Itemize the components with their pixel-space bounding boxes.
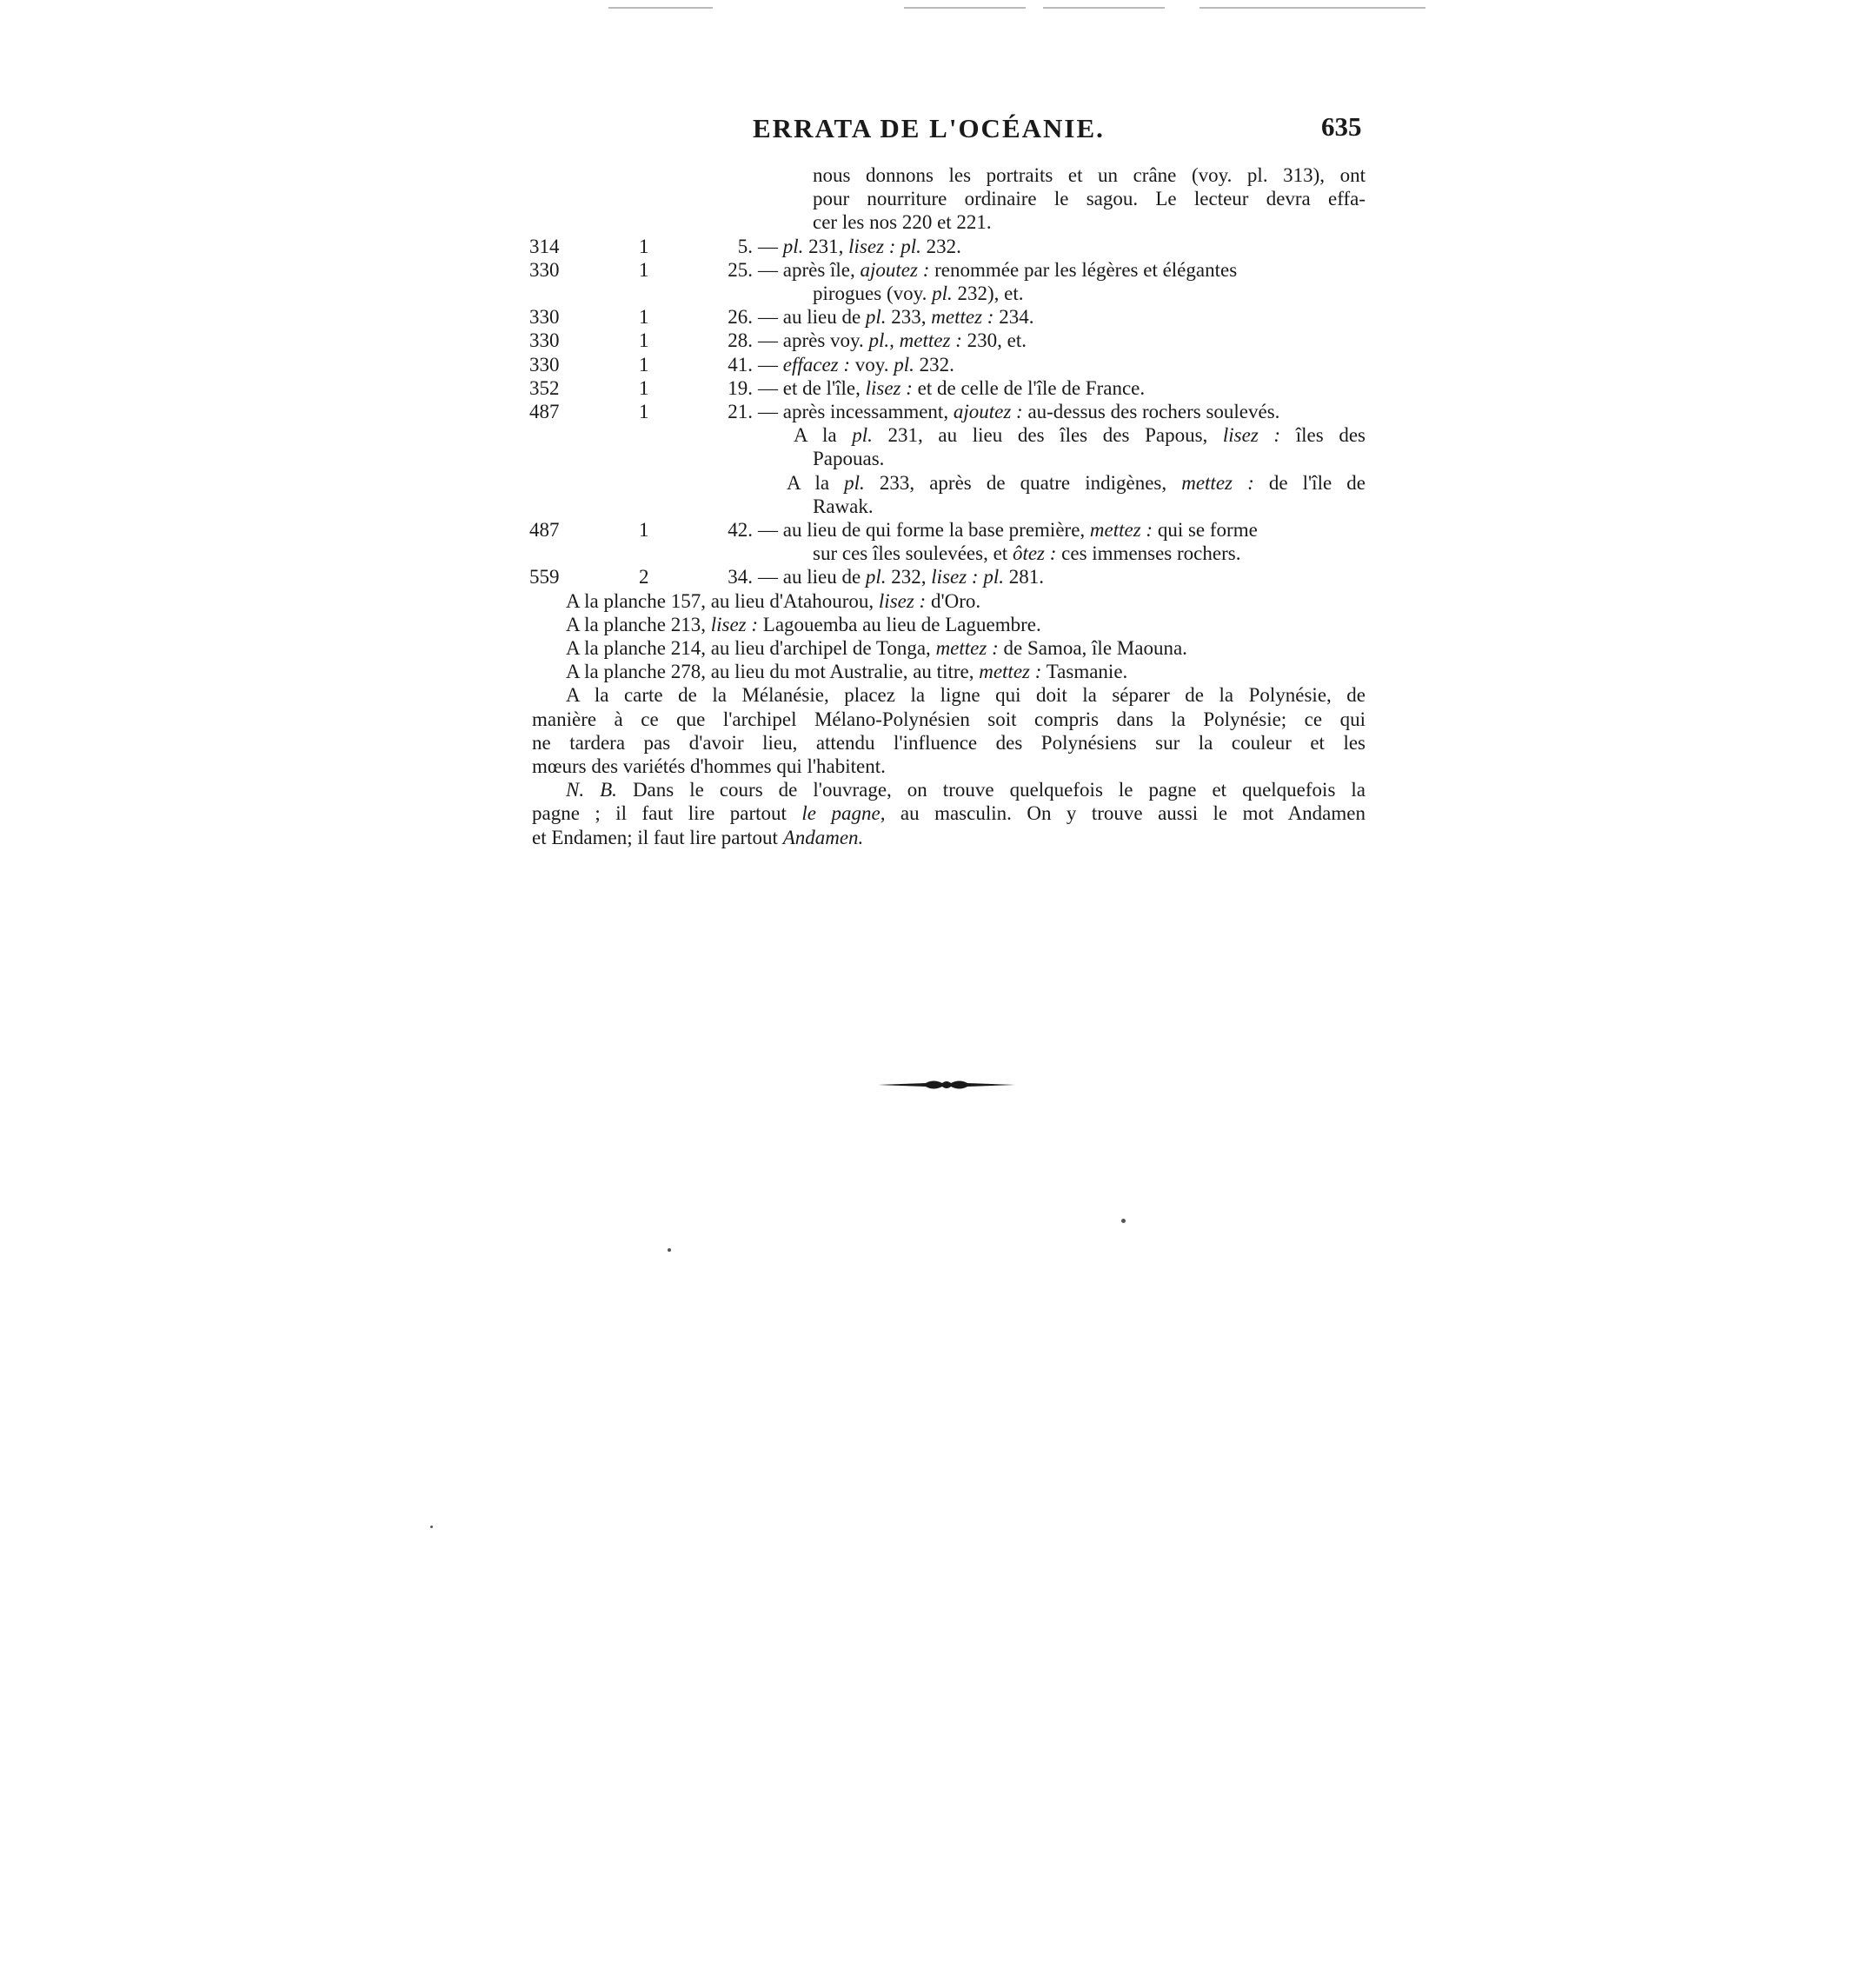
scan-speck [668, 1248, 671, 1252]
text-fragment: A la planche 214, au lieu d'archipel de Tonga, [566, 637, 936, 659]
text-fragment: A la planche 157, au lieu d'Atahourou, [566, 589, 879, 612]
text-fragment: Dans le cours de l'ouvrage, on trouve quelquefois le pagne et quelquefois la [616, 779, 1366, 801]
plate-correction-line [813, 447, 1366, 470]
plate-correction-line [794, 423, 1366, 447]
text-fragment: — après île, [758, 258, 861, 281]
scan-speck [1121, 1219, 1126, 1223]
text-fragment: au masculin. On y trouve aussi le mot Andamen [885, 802, 1366, 825]
correction-text [813, 282, 1024, 305]
correction-text [758, 376, 1145, 400]
text-fragment: — après incessamment, [758, 401, 954, 422]
page-ref: 559 [529, 566, 560, 588]
text-fragment: Rawak. [813, 495, 874, 517]
paragraph-line [566, 683, 1366, 707]
text-fragment: 231, au lieu des îles des Papous, [872, 424, 1223, 447]
text-fragment: 233, [886, 306, 932, 329]
italic-fragment: pl. [852, 424, 873, 447]
page-ref: 330 [529, 258, 560, 281]
text-fragment: — [758, 353, 783, 376]
paragraph-line [532, 755, 1366, 778]
text-fragment: 232. [920, 235, 961, 257]
text-fragment: 230, et. [961, 329, 1027, 352]
page-ref: 487 [529, 401, 560, 422]
text-fragment: pagne ; il faut lire partout [532, 802, 802, 825]
text-fragment: — après voy. [758, 329, 869, 352]
text-fragment: pirogues (voy. [813, 283, 933, 304]
italic-fragment: mettez : [935, 637, 999, 659]
page-ref: 487 [529, 519, 560, 541]
text-fragment: au-dessus des rochers soulevés. [1022, 401, 1280, 422]
text-fragment: — et de l'île, [758, 376, 866, 399]
italic-fragment: le pagne, [801, 802, 886, 825]
text-fragment: A la planche 278, au lieu du mot Australie, au titre, [566, 661, 980, 683]
text-fragment: A la [794, 424, 853, 447]
italic-fragment: lisez : pl. [931, 566, 1004, 588]
line-ref: 28. [728, 329, 753, 352]
text-fragment: — [758, 235, 783, 257]
italic-fragment: pl. [865, 306, 887, 329]
italic-fragment: ôtez : [1012, 542, 1057, 565]
correction-text [758, 258, 1237, 282]
text-fragment: d'Oro. [926, 589, 981, 612]
text-fragment: et Endamen; il faut lire partout [532, 826, 783, 848]
text-fragment: qui se forme [1153, 519, 1258, 541]
ornament-rule-icon [878, 1076, 1015, 1094]
line-ref: 42. [728, 519, 753, 541]
text-fragment: mœurs des variétés d'hommes qui l'habitent. [532, 755, 886, 777]
plate-line [566, 589, 980, 613]
paragraph-line [532, 826, 1366, 849]
text-fragment: 232), et. [952, 283, 1024, 304]
scan-edge-mark [1043, 7, 1165, 9]
running-header-title: ERRATA DE L'OCÉANIE. [753, 113, 1105, 143]
text-fragment: 232. [914, 353, 954, 376]
intro-line: pour nourriture ordinaire le sagou. Le lecteur devra effa- [813, 188, 1366, 210]
text-fragment: manière à ce que l'archipel Mélano-Polynésien soit compris dans la Polynésie; ce qui [532, 708, 1366, 730]
correction-text [758, 235, 961, 258]
correction-text [758, 565, 1044, 588]
text-fragment: Tasmanie. [1041, 661, 1128, 683]
italic-fragment: mettez : [931, 306, 994, 329]
correction-text [758, 353, 954, 376]
italic-fragment: lisez : [1222, 424, 1281, 447]
paragraph-line [532, 708, 1366, 731]
text-fragment: 233, après de quatre indigènes, [864, 471, 1182, 494]
page-ref: 352 [529, 376, 560, 399]
italic-fragment: pl. [894, 353, 914, 376]
plate-correction-line [787, 471, 1366, 495]
italic-fragment: pl. [865, 566, 887, 588]
scan-speck [430, 1526, 433, 1528]
text-fragment: 232, [886, 566, 932, 588]
text-fragment: et de celle de l'île de France. [912, 376, 1146, 399]
paragraph-line [566, 778, 1366, 801]
line-ref: 19. [728, 376, 753, 399]
text-fragment: de Samoa, île Maouna. [998, 637, 1187, 659]
page-ref: 314 [529, 235, 560, 257]
italic-fragment: lisez : [710, 613, 759, 635]
italic-fragment: lisez : [878, 589, 927, 612]
italic-fragment: mettez : [979, 661, 1042, 683]
text-fragment: ces immenses rochers. [1056, 542, 1241, 565]
italic-fragment: pl. [844, 471, 865, 494]
italic-fragment: N. B. [566, 779, 617, 801]
text-fragment: — au lieu de [758, 306, 866, 329]
column-ref: 1 [639, 329, 649, 352]
text-fragment: de l'île de [1253, 471, 1366, 494]
text-fragment: îles des [1280, 424, 1366, 447]
column-ref: 1 [639, 235, 649, 257]
column-ref: 2 [639, 566, 649, 588]
column-ref: 1 [639, 306, 649, 329]
text-fragment: 281. [1004, 566, 1044, 588]
column-ref: 1 [639, 519, 649, 541]
text-fragment: renommée par les légères et élégantes [929, 258, 1238, 281]
italic-fragment: pl. [932, 283, 953, 304]
plate-line [566, 613, 1041, 636]
page-ref: 330 [529, 329, 560, 352]
line-ref: 34. [728, 566, 753, 588]
column-ref: 1 [639, 353, 649, 376]
intro-line: nous donnons les portraits et un crâne (voy. pl. 313), ont [813, 164, 1366, 186]
correction-text [758, 305, 1033, 329]
plate-line [566, 660, 1127, 683]
page-ref: 330 [529, 306, 560, 329]
text-fragment: Lagouemba au lieu de Laguembre. [758, 613, 1041, 635]
italic-fragment: mettez : [1181, 471, 1254, 494]
italic-fragment: ajoutez : [860, 258, 930, 281]
correction-text [758, 400, 1279, 423]
text-fragment: A la carte de la Mélanésie, placez la ligne qui doit la séparer de la Polynésie, de [566, 684, 1366, 707]
text-fragment: 234. [993, 306, 1034, 329]
intro-line: cer les nos 220 et 221. [813, 211, 992, 234]
page-number: 635 [1321, 111, 1362, 142]
italic-fragment: pl. [782, 235, 804, 257]
text-fragment: A la planche 213, [566, 613, 711, 635]
italic-fragment: ajoutez : [953, 401, 1023, 422]
correction-text [758, 329, 1027, 352]
text-fragment: — au lieu de qui forme la base première, [758, 519, 1090, 541]
scan-edge-mark [608, 7, 713, 9]
scan-edge-mark [1199, 7, 1425, 9]
line-ref: 41. [728, 353, 753, 376]
column-ref: 1 [639, 401, 649, 422]
italic-fragment: pl., mettez : [868, 329, 962, 352]
text-fragment: ne tardera pas d'avoir lieu, attendu l'influence des Polynésiens sur la couleur et les [532, 731, 1366, 754]
plate-line [566, 636, 1187, 660]
line-ref: 5. [737, 235, 753, 257]
italic-fragment: mettez : [1089, 519, 1153, 541]
paragraph-line [532, 731, 1366, 755]
text-fragment: sur ces îles soulevées, et [813, 542, 1013, 565]
correction-text [813, 542, 1240, 565]
correction-text [758, 518, 1258, 542]
text-fragment: voy. [850, 353, 894, 376]
line-ref: 21. [728, 401, 753, 422]
scan-edge-mark [904, 7, 1026, 9]
paragraph-line [532, 801, 1366, 825]
page-ref: 330 [529, 353, 560, 376]
italic-fragment: Andamen. [782, 826, 864, 848]
line-ref: 26. [728, 306, 753, 329]
text-fragment: 231, [803, 235, 849, 257]
column-ref: 1 [639, 258, 649, 281]
italic-fragment: lisez : pl. [848, 235, 921, 257]
line-ref: 25. [728, 258, 753, 281]
text-fragment: — au lieu de [758, 566, 866, 588]
column-ref: 1 [639, 376, 649, 399]
italic-fragment: effacez : [782, 353, 851, 376]
text-fragment: A la [787, 471, 845, 494]
text-fragment: Papouas. [813, 448, 885, 470]
italic-fragment: lisez : [865, 376, 913, 399]
plate-correction-line [813, 495, 1366, 518]
